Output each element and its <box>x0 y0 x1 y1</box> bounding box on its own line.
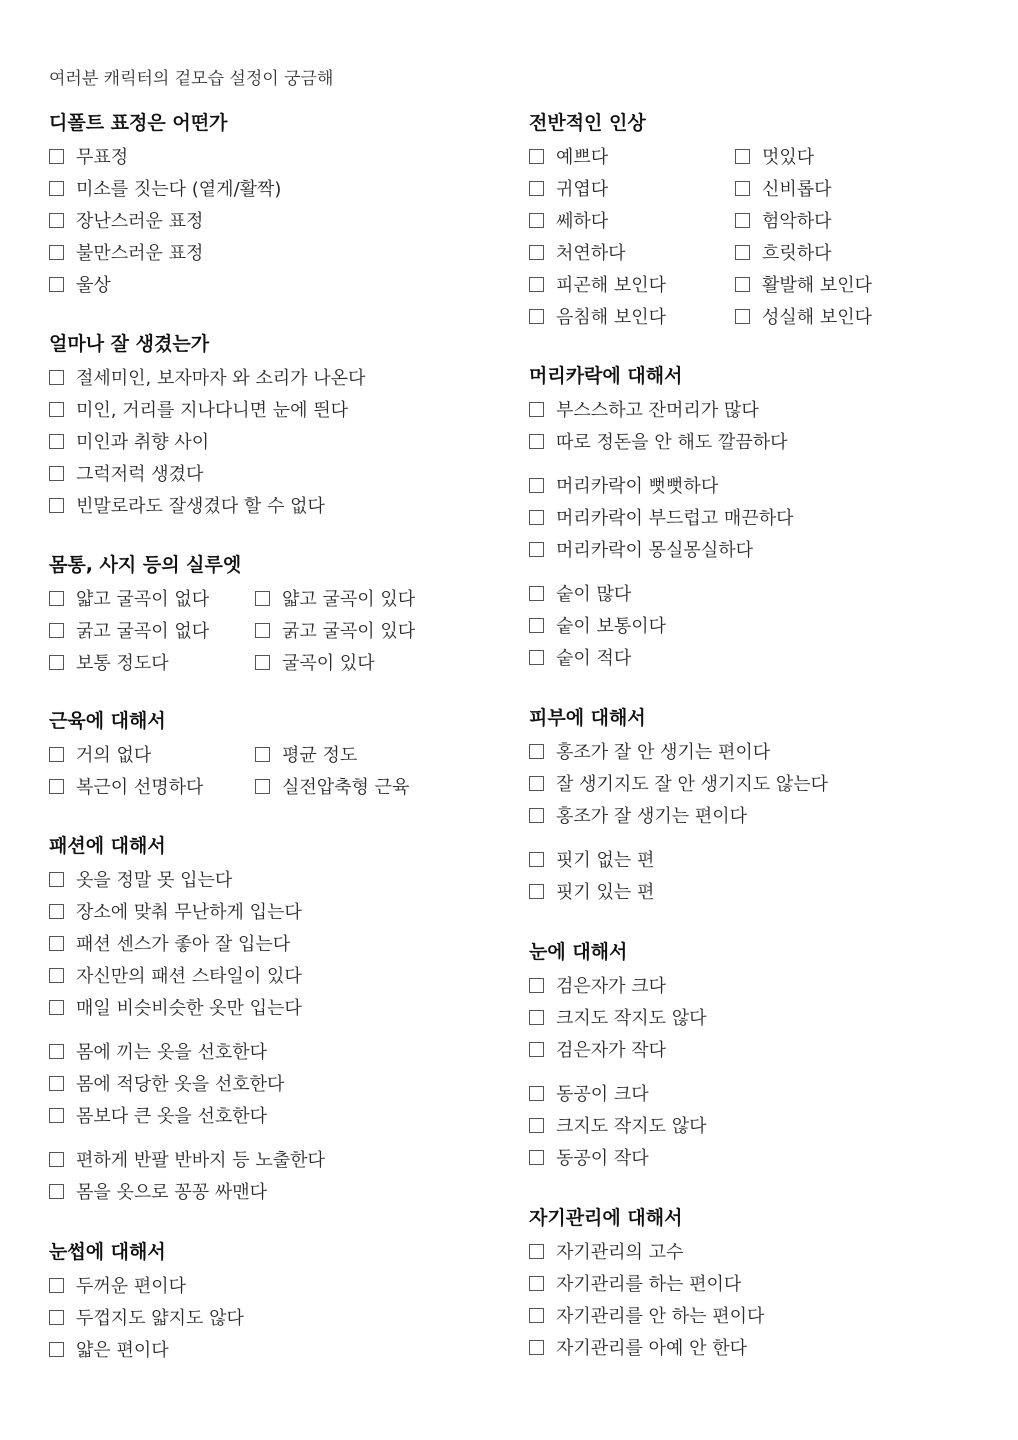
checkbox-item[interactable]: 그럭저럭 생겼다 <box>49 460 203 486</box>
section-fashion <box>49 831 325 1207</box>
checkbox-item[interactable]: 실전압축형 근육 <box>255 773 409 799</box>
section-muscle <box>49 706 409 802</box>
section-title: 전반적인 인상 <box>529 112 646 134</box>
checkbox[interactable] <box>49 1000 64 1015</box>
checkbox[interactable] <box>49 1278 64 1293</box>
checkbox-item[interactable]: 두꺼운 편이다 <box>49 1272 186 1298</box>
checkbox-item[interactable]: 옷을 정말 못 입는다 <box>49 866 232 892</box>
checkbox[interactable] <box>735 309 750 324</box>
checkbox-item[interactable]: 자기관리를 하는 편이다 <box>529 1270 741 1296</box>
checkbox-item[interactable]: 부스스하고 잔머리가 많다 <box>529 396 759 422</box>
checkbox[interactable] <box>255 623 270 638</box>
checkbox-item[interactable]: 크지도 작지도 않다 <box>529 1112 707 1138</box>
checkbox-item[interactable]: 활발해 보인다 <box>735 271 872 297</box>
checkbox[interactable] <box>529 478 544 493</box>
checkbox-item[interactable]: 불만스러운 표정 <box>49 239 203 265</box>
checkbox[interactable] <box>49 434 64 449</box>
checkbox-item[interactable]: 무표정 <box>49 143 128 169</box>
checkbox[interactable] <box>49 904 64 919</box>
checkbox[interactable] <box>49 872 64 887</box>
checkbox[interactable] <box>735 277 750 292</box>
checkbox-item[interactable]: 자기관리의 고수 <box>529 1238 683 1264</box>
checkbox-item[interactable]: 머리카락이 뻣뻣하다 <box>529 472 718 498</box>
checkbox-item[interactable]: 홍조가 잘 안 생기는 편이다 <box>529 738 770 764</box>
checkbox-item[interactable]: 굴곡이 있다 <box>255 649 375 675</box>
checkbox[interactable] <box>49 936 64 951</box>
section-skin <box>529 703 828 907</box>
checkbox[interactable] <box>529 1276 544 1291</box>
checkbox[interactable] <box>49 747 64 762</box>
checkbox[interactable] <box>255 779 270 794</box>
checkbox-item[interactable]: 머리카락이 부드럽고 매끈하다 <box>529 504 794 530</box>
section-title: 자기관리에 대해서 <box>529 1207 683 1229</box>
checkbox-item[interactable]: 잘 생기지도 잘 안 생기지도 않는다 <box>529 770 828 796</box>
checkbox[interactable] <box>49 1108 64 1123</box>
checkbox[interactable] <box>49 370 64 385</box>
checkbox-item[interactable]: 신비롭다 <box>735 175 832 201</box>
checkbox[interactable] <box>49 277 64 292</box>
checkbox-item[interactable]: 미소를 짓는다 (옅게/활짝) <box>49 175 281 201</box>
checkbox-item[interactable]: 따로 정돈을 안 해도 깔끔하다 <box>529 428 788 454</box>
checkbox[interactable] <box>49 149 64 164</box>
checkbox-item[interactable]: 굵고 굴곡이 없다 <box>49 617 255 643</box>
checkbox-item[interactable]: 얇은 편이다 <box>49 1336 169 1362</box>
checkbox[interactable] <box>49 1310 64 1325</box>
section-title: 피부에 대해서 <box>529 707 646 729</box>
checkbox-item[interactable]: 동공이 작다 <box>529 1144 649 1170</box>
section-hair <box>529 361 794 673</box>
checkbox[interactable] <box>529 744 544 759</box>
checkbox[interactable] <box>529 1086 544 1101</box>
section-title: 패션에 대해서 <box>49 835 166 857</box>
section-impression <box>529 108 872 332</box>
section-title: 디폴트 표정은 어떤가 <box>49 112 228 134</box>
checkbox[interactable] <box>529 1340 544 1355</box>
section-title: 근육에 대해서 <box>49 710 166 732</box>
checkbox[interactable] <box>735 149 750 164</box>
checkbox[interactable] <box>529 1042 544 1057</box>
checkbox[interactable] <box>735 213 750 228</box>
checkbox-item[interactable]: 몸에 끼는 옷을 선호한다 <box>49 1038 267 1064</box>
checkbox[interactable] <box>529 808 544 823</box>
section-expression <box>49 108 281 300</box>
intro-text: 여러분 캐릭터의 겉모습 설정이 궁금해 <box>49 69 334 89</box>
section-title: 눈에 대해서 <box>529 941 628 963</box>
checkbox-item[interactable]: 평균 정도 <box>255 741 357 767</box>
checkbox[interactable] <box>529 181 544 196</box>
checkbox-item[interactable]: 복근이 선명하다 <box>49 773 255 799</box>
checkbox[interactable] <box>49 1342 64 1357</box>
checkbox[interactable] <box>49 1076 64 1091</box>
checkbox[interactable] <box>49 213 64 228</box>
checkbox[interactable] <box>529 245 544 260</box>
checkbox-item[interactable]: 보통 정도다 <box>49 649 255 675</box>
checkbox[interactable] <box>49 1152 64 1167</box>
checkbox[interactable] <box>529 852 544 867</box>
checkbox-item[interactable]: 숱이 적다 <box>529 644 631 670</box>
checkbox[interactable] <box>735 181 750 196</box>
checkbox[interactable] <box>49 1184 64 1199</box>
checkbox[interactable] <box>255 655 270 670</box>
checkbox-item[interactable]: 숱이 보통이다 <box>529 612 666 638</box>
checkbox-item[interactable]: 몸을 옷으로 꽁꽁 싸맨다 <box>49 1178 267 1204</box>
checkbox-item[interactable]: 절세미인, 보자마자 와 소리가 나온다 <box>49 364 365 390</box>
section-title: 눈썹에 대해서 <box>49 1241 166 1263</box>
checkbox[interactable] <box>255 591 270 606</box>
checkbox[interactable] <box>529 1150 544 1165</box>
checkbox-item[interactable]: 크지도 작지도 않다 <box>529 1004 707 1030</box>
checkbox[interactable] <box>49 466 64 481</box>
checkbox-item[interactable]: 얇고 굴곡이 있다 <box>255 585 415 611</box>
checkbox-item[interactable]: 몸보다 큰 옷을 선호한다 <box>49 1102 267 1128</box>
checkbox[interactable] <box>529 650 544 665</box>
checkbox[interactable] <box>529 978 544 993</box>
checkbox-item[interactable]: 자기관리를 안 하는 편이다 <box>529 1302 764 1328</box>
checkbox-item[interactable]: 멋있다 <box>735 143 814 169</box>
section-title: 얼마나 잘 생겼는가 <box>49 333 210 355</box>
checkbox-item[interactable]: 미인과 취향 사이 <box>49 428 209 454</box>
checkbox[interactable] <box>49 779 64 794</box>
checkbox[interactable] <box>49 498 64 513</box>
checkbox[interactable] <box>49 181 64 196</box>
checkbox-item[interactable]: 편하게 반팔 반바지 등 노출한다 <box>49 1146 325 1172</box>
section-eyes <box>529 937 707 1173</box>
checkbox[interactable] <box>529 1308 544 1323</box>
checkbox[interactable] <box>529 1010 544 1025</box>
checkbox[interactable] <box>529 510 544 525</box>
checkbox[interactable] <box>529 884 544 899</box>
checkbox-item[interactable]: 피곤해 보인다 <box>529 271 735 297</box>
checkbox[interactable] <box>49 968 64 983</box>
checkbox-item[interactable]: 동공이 크다 <box>529 1080 649 1106</box>
checkbox[interactable] <box>529 776 544 791</box>
checkbox-item[interactable]: 처연하다 <box>529 239 735 265</box>
checkbox[interactable] <box>49 591 64 606</box>
checkbox[interactable] <box>49 655 64 670</box>
checkbox[interactable] <box>49 402 64 417</box>
checkbox-item[interactable]: 장난스러운 표정 <box>49 207 203 233</box>
checkbox[interactable] <box>529 149 544 164</box>
checkbox[interactable] <box>49 623 64 638</box>
checkbox-item[interactable]: 검은자가 작다 <box>529 1036 666 1062</box>
checkbox[interactable] <box>529 309 544 324</box>
checkbox[interactable] <box>529 618 544 633</box>
checkbox[interactable] <box>529 213 544 228</box>
checkbox-item[interactable]: 쎄하다 <box>529 207 735 233</box>
checkbox-item[interactable]: 귀엽다 <box>529 175 735 201</box>
checkbox-item[interactable]: 몸에 적당한 옷을 선호한다 <box>49 1070 284 1096</box>
checkbox-item[interactable]: 핏기 있는 편 <box>529 878 654 904</box>
checkbox-item[interactable]: 패션 센스가 좋아 잘 입는다 <box>49 930 290 956</box>
checkbox-item[interactable]: 홍조가 잘 생기는 편이다 <box>529 802 747 828</box>
checkbox-item[interactable]: 울상 <box>49 271 111 297</box>
checkbox-item[interactable]: 험악하다 <box>735 207 832 233</box>
checkbox[interactable] <box>529 402 544 417</box>
checkbox[interactable] <box>529 1244 544 1259</box>
checkbox[interactable] <box>529 542 544 557</box>
checkbox-item[interactable]: 자기관리를 아예 안 한다 <box>529 1334 747 1360</box>
checkbox-item[interactable]: 거의 없다 <box>49 741 255 767</box>
checkbox-item[interactable]: 빈말로라도 잘생겼다 할 수 없다 <box>49 492 325 518</box>
section-silhouette <box>49 550 415 678</box>
section-eyebrows <box>49 1237 244 1365</box>
checkbox[interactable] <box>735 245 750 260</box>
checkbox-item[interactable]: 음침해 보인다 <box>529 303 735 329</box>
checkbox-item[interactable]: 두껍지도 얇지도 않다 <box>49 1304 244 1330</box>
checkbox[interactable] <box>529 277 544 292</box>
checkbox[interactable] <box>255 747 270 762</box>
checkbox[interactable] <box>49 1044 64 1059</box>
section-looks <box>49 329 365 521</box>
checkbox-item[interactable]: 예쁘다 <box>529 143 735 169</box>
checkbox-item[interactable]: 머리카락이 몽실몽실하다 <box>529 536 753 562</box>
checkbox-item[interactable]: 굵고 굴곡이 있다 <box>255 617 415 643</box>
checkbox[interactable] <box>529 434 544 449</box>
section-title: 머리카락에 대해서 <box>529 365 683 387</box>
checkbox-item[interactable]: 흐릿하다 <box>735 239 832 265</box>
section-selfcare <box>529 1203 764 1363</box>
checkbox-item[interactable]: 핏기 없는 편 <box>529 846 654 872</box>
checkbox-item[interactable]: 검은자가 크다 <box>529 972 666 998</box>
checkbox-item[interactable]: 매일 비슷비슷한 옷만 입는다 <box>49 994 302 1020</box>
checkbox-item[interactable]: 미인, 거리를 지나다니면 눈에 띈다 <box>49 396 348 422</box>
checkbox-item[interactable]: 장소에 맞춰 무난하게 입는다 <box>49 898 302 924</box>
checkbox[interactable] <box>529 586 544 601</box>
checkbox[interactable] <box>49 245 64 260</box>
section-title: 몸통, 사지 등의 실루엣 <box>49 554 242 576</box>
checkbox[interactable] <box>529 1118 544 1133</box>
checkbox-item[interactable]: 성실해 보인다 <box>735 303 872 329</box>
checkbox-item[interactable]: 자신만의 패션 스타일이 있다 <box>49 962 302 988</box>
checkbox-item[interactable]: 숱이 많다 <box>529 580 631 606</box>
checkbox-item[interactable]: 얇고 굴곡이 없다 <box>49 585 255 611</box>
